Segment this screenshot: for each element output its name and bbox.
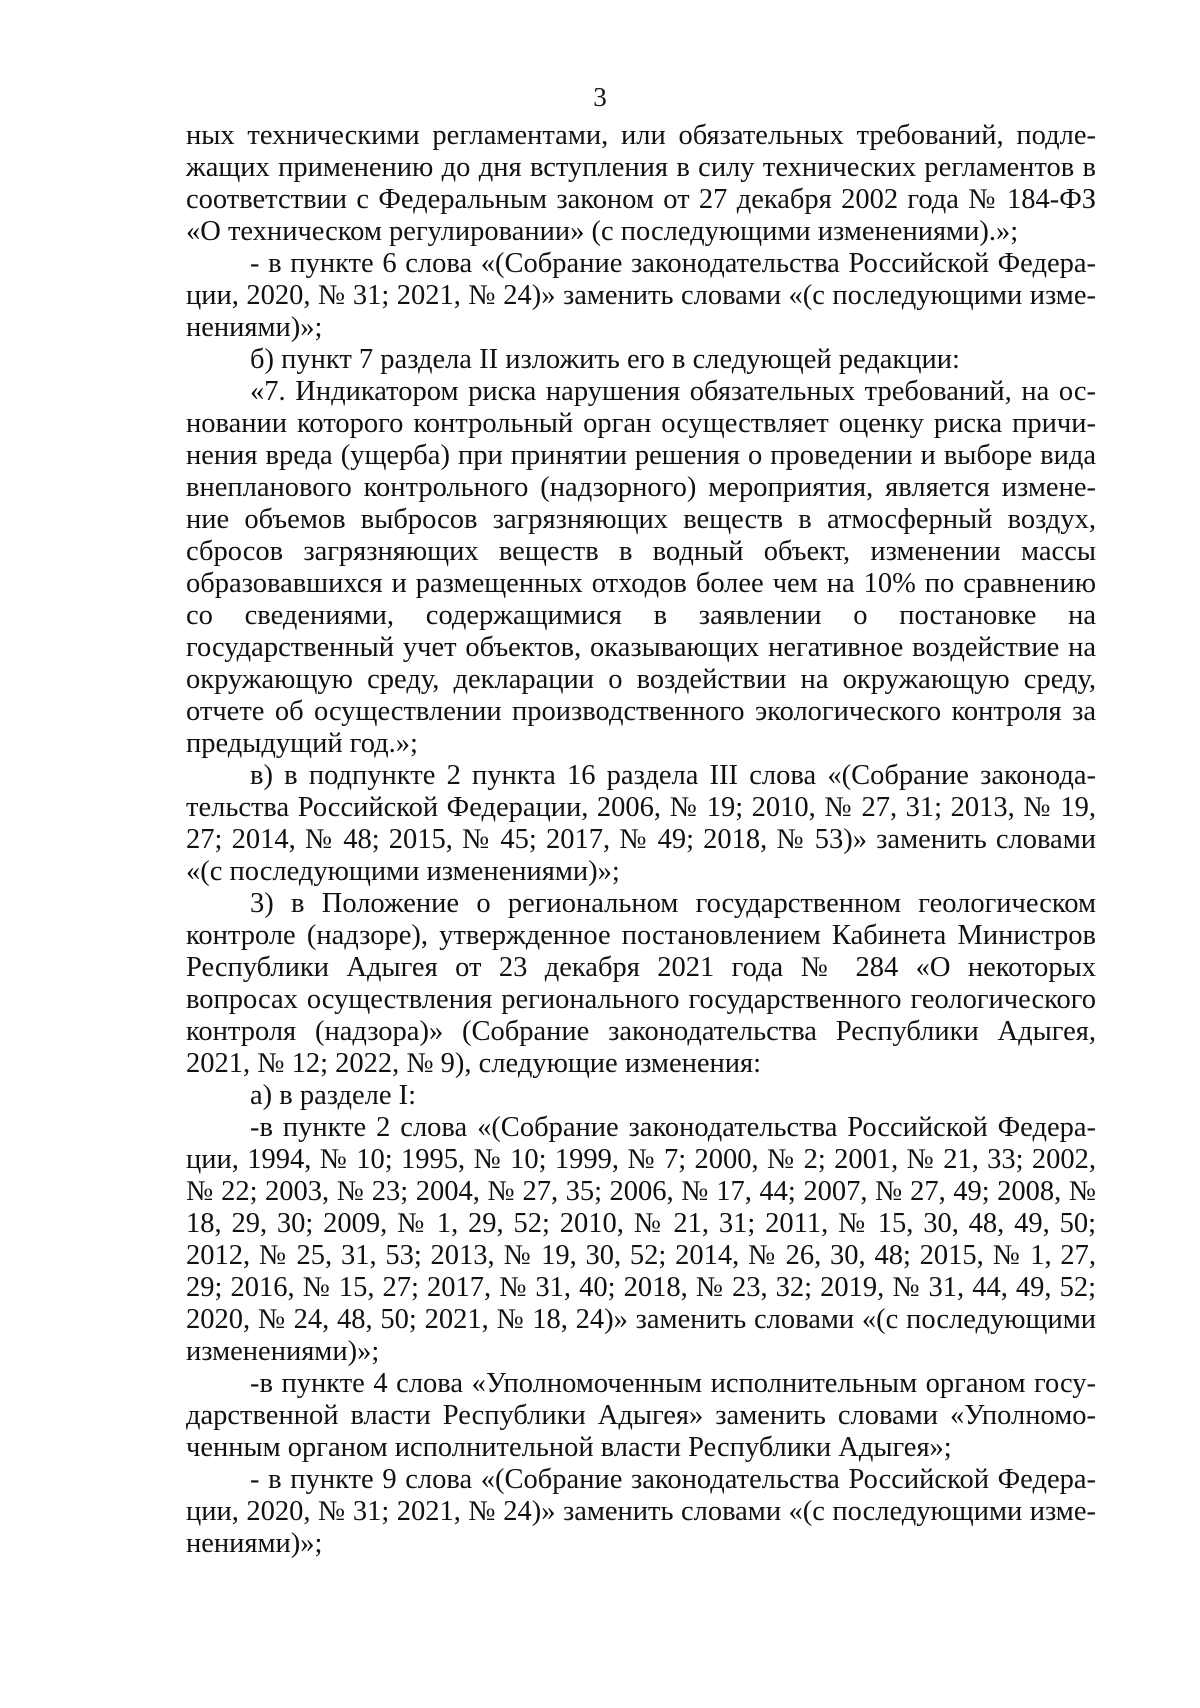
paragraph-item-3: 3) в Положение о региональном государственном геологическом контроле (надзоре), утвержденное постановлением Кабинета Министров Республики Адыгея от 23 декабря 2021 года № 284 «О некоторых вопросах осуществления регионального государственного геологического контроля (надзора)» (Собрание законодательства Республики Адыгея, 2021, № 12; 2022, № 9), следующие изменения: <box>186 888 1096 1079</box>
paragraph-item-9: - в пункте 9 слова «(Собрание законодательства Российской Федерации, 2020, № 31; 2021, № 24)» заменить словами «(с последующими изменениями)»; <box>186 1464 1096 1559</box>
paragraph-subitem-b: б) пункт 7 раздела II изложить его в следующей редакции: <box>250 344 960 375</box>
paragraph-continuation: ных техническими регламентами, или обязательных требований, подлежащих применению до дня вступления в силу технических регламентов в соответствии с Федеральным законом от 27 декабря 2002 года № 184-ФЗ «О техническом регулировании» (с последующими изменениями).»; <box>186 120 1096 247</box>
paragraph-subitem-v: в) в подпункте 2 пункта 16 раздела III слова «(Собрание законодательства Российской Федерации, 2006, № 19; 2010, № 27, 31; 2013, № 19, 27; 2014, № 48; 2015, № 45; 2017, № 49; 2018, № 53)» заменить словами «(с последующими изменениями)»; <box>186 760 1096 887</box>
paragraph-subitem-a: а) в разделе I: <box>250 1080 417 1111</box>
document-body <box>186 120 1096 1560</box>
paragraph-item-2: -в пункте 2 слова «(Собрание законодательства Российской Федерации, 1994, № 10; 1995, № 10; 1999, № 7; 2000, № 2; 2001, № 21, 33; 2002, № 22; 2003, № 23; 2004, № 27, 35; 2006, № 17, 44; 2007, № 27, 49; 2008, № 18, 29, 30; 2009, № 1, 29, 52; 2010, № 21, 31; 2011, № 15, 30, 48, 49, 50; 2012, № 25, 31, 53; 2013, № 19, 30, 52; 2014, № 26, 30, 48; 2015, № 1, 27, 29; 2016, № 15, 27; 2017, № 31, 40; 2018, № 23, 32; 2019, № 31, 44, 49, 52; 2020, № 24, 48, 50; 2021, № 18, 24)» заменить словами «(с последующими изменениями)»; <box>186 1112 1096 1367</box>
paragraph-item-7-text: «7. Индикатором риска нарушения обязательных требований, на основании которого контрольный орган осуществляет оценку риска причинения вреда (ущерба) при принятии решения о проведении и выборе вида внепланового контрольного (надзорного) мероприятия, является изменение объемов выбросов загрязняющих веществ в атмосферный воздух, сбросов загрязняющих веществ в водный объект, изменении массы образовавшихся и размещенных отходов более чем на 10% по сравнению со сведениями, содержащимися в заявлении о постановке на государственный учет объектов, оказывающих негативное воздействие на окружающую среду, декларации о воздействии на окружающую среду, отчете об осуществлении производственного экологического контроля за предыдущий год.»; <box>186 376 1096 759</box>
paragraph-item-6: - в пункте 6 слова «(Собрание законодательства Российской Федерации, 2020, № 31; 2021, № 24)» заменить словами «(с последующими изменениями)»; <box>186 248 1096 343</box>
paragraph-item-4: -в пункте 4 слова «Уполномоченным исполнительным органом государственной власти Республики Адыгея» заменить словами «Уполномоченным органом исполнительной власти Республики Адыгея»; <box>186 1368 1096 1463</box>
page-number: 3 <box>593 82 607 112</box>
